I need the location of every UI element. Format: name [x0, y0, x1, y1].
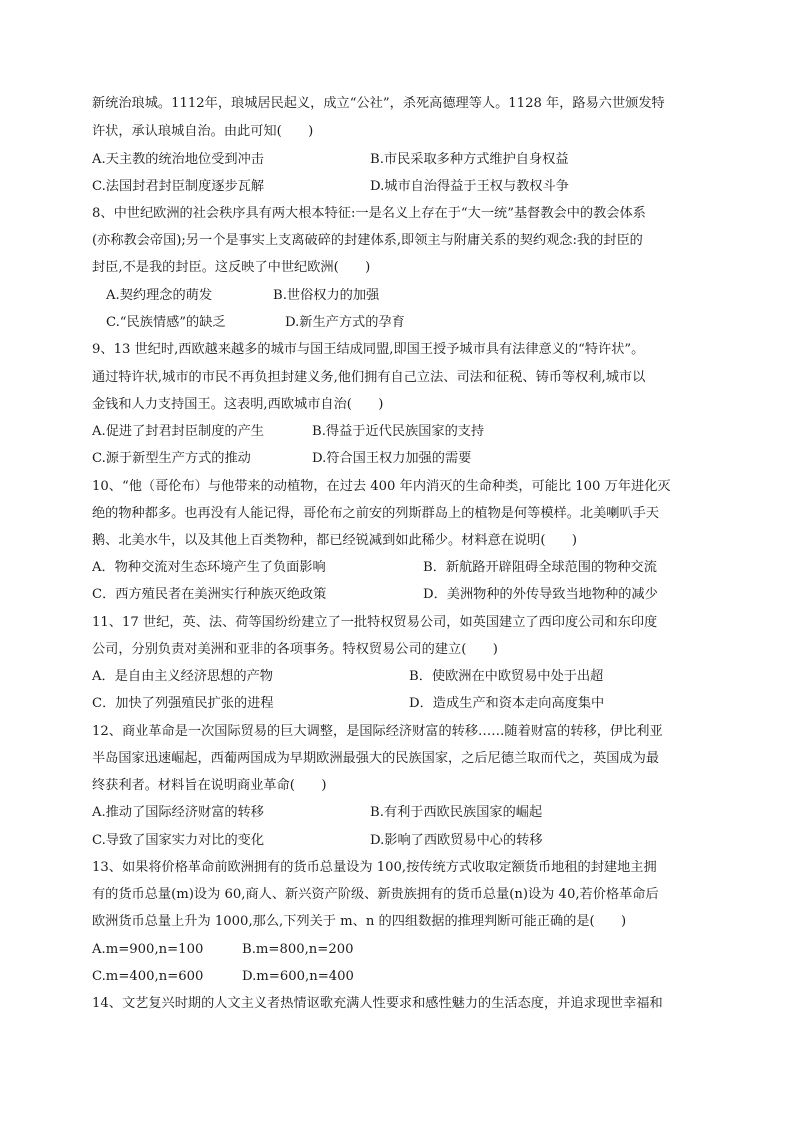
q10-option-c: C．西方殖民者在美洲实行种族灭绝政策: [92, 587, 327, 602]
q12-option-c: C.导致了国家实力对比的变化: [92, 833, 265, 848]
q13-option-d: D.m=600,n=400: [242, 969, 354, 984]
q14-stem-line-1: 14、文艺复兴时期的人文主义者热情讴歌充满人性要求和感性魅力的生活态度，并追求现世幸福和: [92, 996, 663, 1011]
q10-option-b: B．新航路开辟阻碍全球范围的物种交流: [423, 560, 657, 575]
q8-stem-line-3: 封臣,不是我的封臣。这反映了中世纪欧洲( ): [92, 260, 371, 275]
q12-stem-line-2: 半岛国家迅速崛起，西葡两国成为早期欧洲最强大的民族国家，之后尼德兰取而代之，英国成为最: [92, 751, 660, 766]
q12-option-d: D.影响了西欧贸易中心的转移: [370, 833, 543, 848]
q10-stem-line-1: 10、“他（哥伦布）与他带来的动植物，在过去 400 年内消灭的生命种类，可能比 100 万年进化灭: [92, 479, 671, 494]
q10-option-d: D．美洲物种的外传导致当地物种的减少: [423, 587, 658, 602]
q9-option-a: A.促进了封君封臣制度的产生: [92, 424, 264, 439]
q7-stem-line-2: 许状，承认琅城自治。由此可知( ): [92, 124, 314, 139]
q13-stem-line-2: 有的货币总量(m)设为 60,商人、新兴资产阶级、新贵族拥有的货币总量(n)设为 40,若价格革命后: [92, 887, 659, 902]
q13-stem-line-3: 欧洲货币总量上升为 1000,那么,下列关于 m、n 的四组数据的推理判断可能正确的是( ): [92, 914, 627, 929]
q12-option-b: B.有利于西欧民族国家的崛起: [370, 805, 543, 820]
q8-option-c: C.“民族情感”的缺乏: [106, 315, 226, 330]
q11-stem-line-2: 公司，分别负责对美洲和亚非的各项事务。特权贸易公司的建立( ): [92, 642, 498, 657]
q9-option-b: B.得益于近代民族国家的支持: [312, 424, 485, 439]
q10-option-a: A．物种交流对生态环境产生了负面影响: [92, 560, 326, 575]
q9-option-d: D.符合国王权力加强的需要: [312, 451, 472, 466]
q9-stem-line-1: 9、13 世纪时,西欧越来越多的城市与国王结成同盟,即国王授予城市具有法律意义的“特许状”。: [92, 342, 645, 357]
q11-stem-line-1: 11、17 世纪，英、法、荷等国纷纷建立了一批特权贸易公司，如英国建立了西印度公司和东印度: [92, 615, 658, 630]
q9-stem-line-2: 通过特许状,城市的市民不再负担封建义务,他们拥有自己立法、司法和征税、铸币等权利,城市以: [92, 370, 646, 385]
q9-option-c: C.源于新型生产方式的推动: [92, 451, 251, 466]
q11-option-d: D．造成生产和资本走向高度集中: [409, 696, 605, 711]
q12-stem-line-1: 12、商业革命是一次国际贸易的巨大调整，是国际经济财富的转移……随着财富的转移，伊比利亚: [92, 724, 663, 739]
q7-stem-line-1: 新统治琅城。1112年，琅城居民起义，成立“公社”，杀死高德理等人。1128 年，路易六世颁发特: [92, 96, 665, 111]
q11-option-a: A．是自由主义经济思想的产物: [92, 669, 273, 684]
q7-option-b: B.市民采取多种方式维护自身权益: [370, 152, 569, 167]
q11-option-c: C．加快了列强殖民扩张的进程: [92, 696, 274, 711]
q9-stem-line-3: 金钱和人力支持国王。这表明,西欧城市自治( ): [92, 397, 384, 412]
q7-option-d: D.城市自治得益于王权与教权斗争: [370, 179, 569, 194]
q10-stem-line-2: 绝的物种都多。也再没有人能记得，哥伦布之前安的列斯群岛上的植物是何等模样。北美喇叭手天: [92, 506, 660, 521]
q8-option-d: D.新生产方式的孕育: [285, 315, 405, 330]
q13-option-b: B.m=800,n=200: [242, 942, 354, 957]
q8-stem-line-2: (亦称教会帝国);另一个是事实上支离破碎的封建体系,即领主与附庸关系的契约观念:我的封臣的: [92, 233, 643, 248]
q8-option-b: B.世俗权力的加强: [273, 288, 380, 303]
q13-option-a: A.m=900,n=100: [92, 942, 204, 957]
q13-stem-line-1: 13、如果将价格革命前欧洲拥有的货币总量设为 100,按传统方式收取定额货币地租的封建地主拥: [92, 860, 657, 875]
q8-stem-line-1: 8、中世纪欧洲的社会秩序具有两大根本特征:一是名义上存在于“大一统”基督教会中的教会体系: [92, 206, 646, 221]
q11-option-b: B．使欧洲在中欧贸易中处于出超: [409, 669, 604, 684]
q10-stem-line-3: 鹅、北美水牛，以及其他上百类物种，都已经锐减到如此稀少。材料意在说明( ): [92, 533, 578, 548]
q13-option-c: C.m=400,n=600: [92, 969, 204, 984]
q7-option-c: C.法国封君封臣制度逐步瓦解: [92, 179, 265, 194]
q8-option-a: A.契约理念的萌发: [106, 288, 213, 303]
q7-option-a: A.天主教的统治地位受到冲击: [92, 152, 264, 167]
q12-option-a: A.推动了国际经济财富的转移: [92, 805, 264, 820]
q12-stem-line-3: 终获利者。材料旨在说明商业革命( ): [92, 778, 327, 793]
